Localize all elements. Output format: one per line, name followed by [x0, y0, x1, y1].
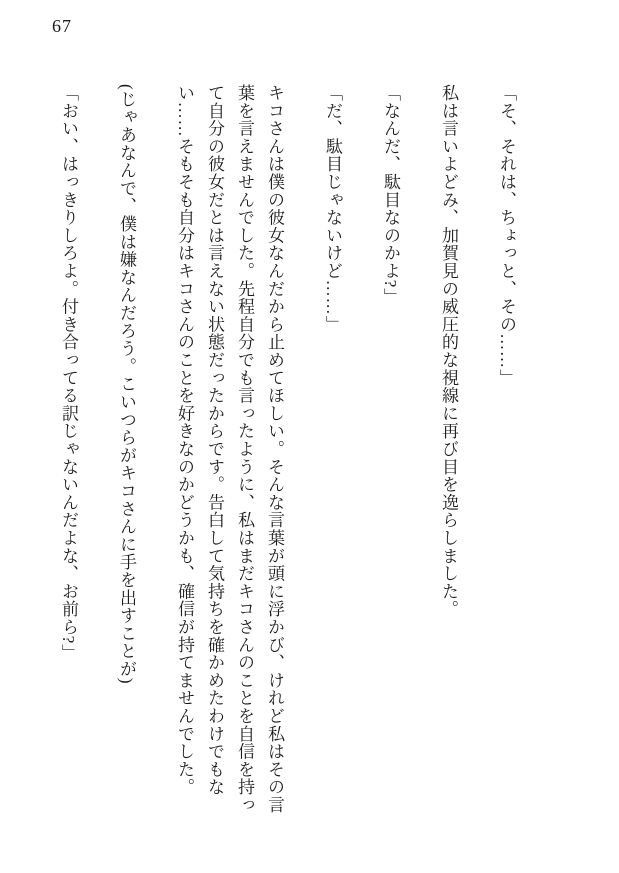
- narration-paragraph: キコさんは僕の彼女なんだから止めてほしい。そんな言葉が頭に浮かび、けれど私はその言葉を言えませんでした。先程自分でも言ったように、私はまだキコさんのことを自信を持って自分の彼女だとは言えない状態だったからです。告白して気持ちを確かめたわけでもない……そもそも自分はキコさんのことを好きなのかどうかも、確信が持てませんでした。: [175, 84, 284, 814]
- dialogue-line-1: 「そ、それは、ちょっと、その……」: [497, 84, 516, 387]
- page-number: 67: [52, 16, 72, 36]
- vertical-text-area: [53, 84, 521, 826]
- narration-line-1: 私は言いよどみ、加賀見の威圧的な視線に再び目を逸らしました。: [439, 84, 458, 618]
- dialogue-line-4: 「おい、はっきりしろよ。付き合ってる訳じゃないんだよな、お前ら?」: [59, 84, 78, 662]
- dialogue-line-2: 「なんだ、駄目なのかよ?」: [381, 84, 400, 306]
- inner-thought-line: (じゃあなんで、僕は嫌なんだろう。こいつらがキコさんに手を出すことが): [117, 84, 136, 685]
- dialogue-line-3: 「だ、駄目じゃないけど……」: [323, 84, 342, 334]
